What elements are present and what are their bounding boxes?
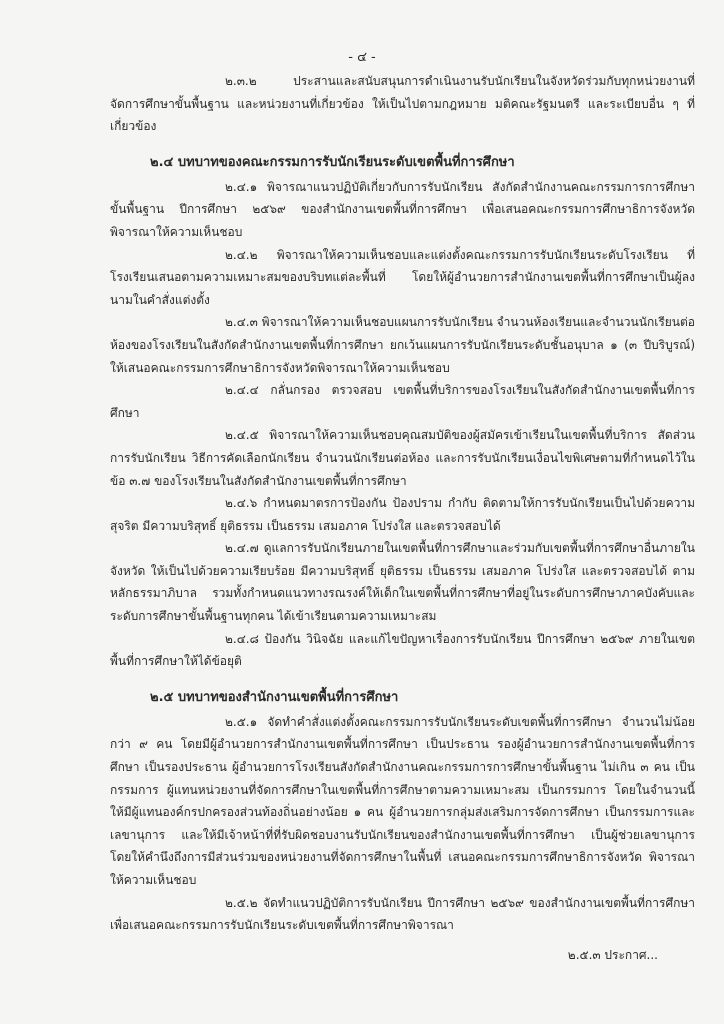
paragraph-2-4-3: ๒.๔.๓ พิจารณาให้ความเห็นชอบแผนการรับนักเรียน จำนวนห้องเรียนและจำนวนนักเรียนต่อห้องของโรงเรียนในสังกัดสำนักงานเขตพื้นที่การศึกษา ยกเว้นแผนการรับนักเรียนระดับชั้นอนุบาล ๑ (๓ ปีบริบูรณ์) ให้เสนอคณะกรรมการศึกษาธิการจังหวัดพิจารณาให้ความเห็นชอบ — [110, 315, 695, 375]
paragraph-2-5-2: ๒.๕.๒ จัดทำแนวปฏิบัติการรับนักเรียน ปีการศึกษา ๒๕๖๙ ของสำนักงานเขตพื้นที่การศึกษา เพื่อเสนอคณะกรรมการรับนักเรียนระดับเขตพื้นที่การศึกษาพิจารณา — [110, 895, 695, 933]
document-body — [110, 70, 695, 937]
paragraph-2-4-5: ๒.๔.๕ พิจารณาให้ความเห็นชอบคุณสมบัติของผู้สมัครเข้าเรียนในเขตพื้นที่บริการ สัดส่วนการรับนักเรียน วิธีการคัดเลือกนักเรียน จำนวนนักเรียนต่อห้อง และการรับนักเรียนเงื่อนไขพิเศษตามที่กำหนดไว้ในข้อ ๓.๗ ของโรงเรียนในสังกัดสำนักงานเขตพื้นที่การศึกษา — [110, 428, 695, 488]
paragraph-2-5-1: ๒.๕.๑ จัดทำคำสั่งแต่งตั้งคณะกรรมการรับนักเรียนระดับเขตพื้นที่การศึกษา จำนวนไม่น้อยกว่า ๙ คน โดยมีผู้อำนวยการสำนักงานเขตพื้นที่การศึกษา เป็นประธาน รองผู้อำนวยการสำนักงานเขตพื้นที่การศึกษา เป็นรองประธาน ผู้อำนวยการโรงเรียนสังกัดสำนักงานคณะกรรมการการศึกษาขั้นพื้นฐาน ไม่เกิน ๓ คน เป็นกรรมการ ผู้แทนหน่วยงานที่จัดการศึกษาในเขตพื้นที่การศึกษาตามความเหมาะสม เป็นกรรมการ โดยในจำนวนนี้ให้มีผู้แทนองค์กรปกครองส่วนท้องถิ่นอย่างน้อย ๑ คน ผู้อำนวยการกลุ่มส่งเสริมการจัดการศึกษา เป็นกรรมการและเลขานุการ และให้มีเจ้าหน้าที่ที่รับผิดชอบงานรับนักเรียนของสำนักงานเขตพื้นที่การศึกษา เป็นผู้ช่วยเลขานุการ โดยให้คำนึงถึงการมีส่วนร่วมของหน่วยงานที่จัดการศึกษาในพื้นที่ เสนอคณะกรรมการศึกษาธิการจังหวัด พิจารณาให้ความเห็นชอบ — [110, 714, 695, 887]
paragraph-2-4-1: ๒.๔.๑ พิจารณาแนวปฏิบัติเกี่ยวกับการรับนักเรียน สังกัดสำนักงานคณะกรรมการการศึกษาขั้นพื้นฐาน ปีการศึกษา ๒๕๖๙ ของสำนักงานเขตพื้นที่การศึกษา เพื่อเสนอคณะกรรมการศึกษาธิการจังหวัด พิจารณาให้ความเห็นชอบ — [110, 179, 695, 239]
paragraph-2-4-6: ๒.๔.๖ กำหนดมาตรการป้องกัน ป้องปราม กำกับ ติดตามให้การรับนักเรียนเป็นไปด้วยความสุจริต มีความบริสุทธิ์ ยุติธรรม เป็นธรรม เสมอภาค โปร่งใส และตรวจสอบได้ — [110, 496, 695, 533]
heading-2-5: ๒.๕ บทบาทของสำนักงานเขตพื้นที่การศึกษา — [150, 689, 399, 705]
paragraph-2-3-2: ๒.๓.๒ ประสานและสนับสนุนการดำเนินงานรับนักเรียนในจังหวัดร่วมกับทุกหน่วยงานที่จัดการศึกษาขั้นพื้นฐาน และหน่วยงานที่เกี่ยวข้อง ให้เป็นไปตามกฎหมาย มติคณะรัฐมนตรี และระเบียบอื่น ๆ ที่เกี่ยวข้อง — [110, 74, 695, 134]
paragraph-2-4-2: ๒.๔.๒ พิจารณาให้ความเห็นชอบและแต่งตั้งคณะกรรมการรับนักเรียนระดับโรงเรียน ที่โรงเรียนเสนอตามความเหมาะสมของบริบทแต่ละพื้นที่ โดยให้ผู้อำนวยการสำนักงานเขตพื้นที่การศึกษาเป็นผู้ลงนามในคำสั่งแต่งตั้ง — [110, 247, 695, 307]
page-number: - ๔ - — [348, 50, 376, 65]
paragraph-2-4-7: ๒.๔.๗ ดูแลการรับนักเรียนภายในเขตพื้นที่การศึกษาและร่วมกับเขตพื้นที่การศึกษาอื่นภายในจังหวัด ให้เป็นไปด้วยความเรียบร้อย มีความบริสุทธิ์ ยุติธรรม เป็นธรรม เสมอภาค โปร่งใส และตรวจสอบได้ ตามหลักธรรมาภิบาล รวมทั้งกำหนดแนวทางรณรงค์ให้เด็กในเขตพื้นที่การศึกษาที่อยู่ในระดับการศึกษาภาคบังคับและระดับการศึกษาขั้นพื้นฐานทุกคน ได้เข้าเรียนตามความเหมาะสม — [110, 541, 695, 624]
paragraph-2-4-8: ๒.๔.๘ ป้องกัน วินิจฉัย และแก้ไขปัญหาเรื่องการรับนักเรียน ปีการศึกษา ๒๕๖๙ ภายในเขตพื้นที่การศึกษาให้ได้ข้อยุติ — [110, 631, 695, 669]
paragraph-2-4-4: ๒.๔.๔ กลั่นกรอง ตรวจสอบ เขตพื้นที่บริการของโรงเรียนในสังกัดสำนักงานเขตพื้นที่การศึกษา — [110, 383, 695, 420]
continuation-marker: ๒.๕.๓ ประกาศ... — [567, 948, 658, 962]
heading-2-4: ๒.๔ บทบาทของคณะกรรมการรับนักเรียนระดับเขตพื้นที่การศึกษา — [150, 154, 515, 170]
